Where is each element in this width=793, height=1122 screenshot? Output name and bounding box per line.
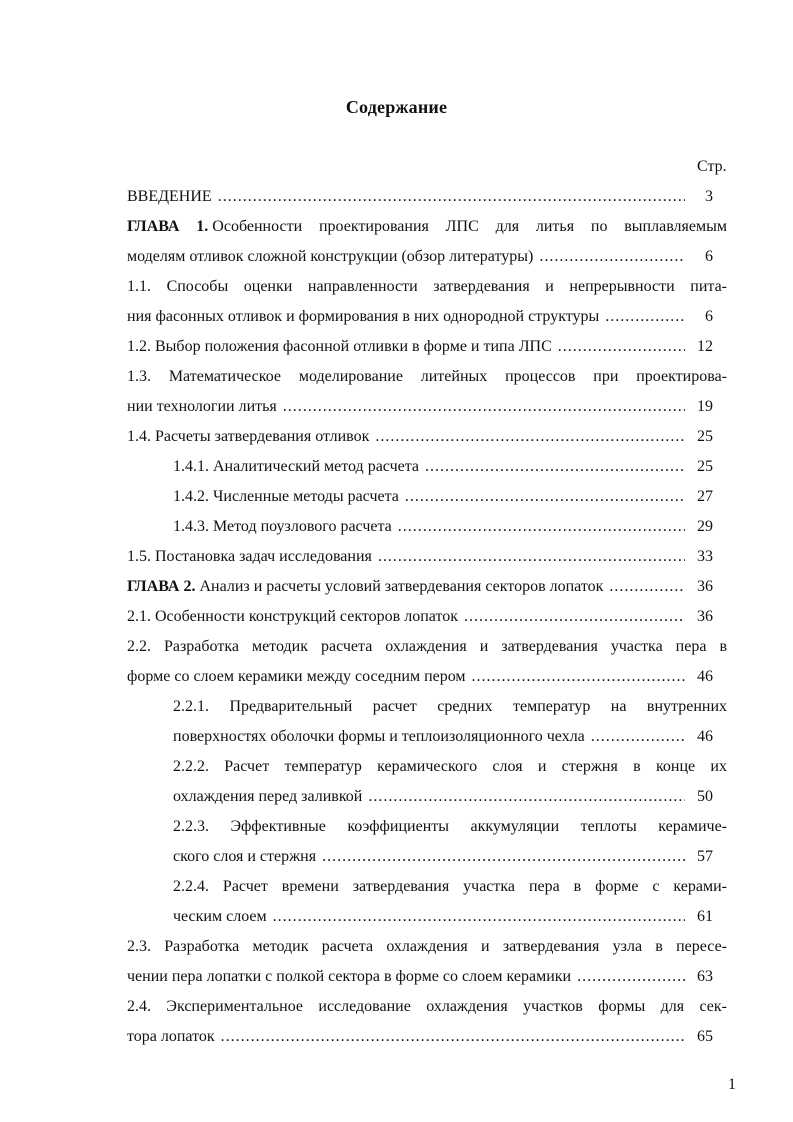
toc-page-number: 29 [697,518,713,535]
toc-entry-text-line: 1.1. Способы оценки направленности затвердевания и непрерывности пита- [127,278,727,295]
toc-entry-text: ского слоя и стержня [173,848,317,865]
toc-page-number: 36 [697,578,713,595]
toc-entry-text: Анализ и расчеты условий затвердевания секторов лопаток [199,578,604,595]
dot-leader [539,242,685,272]
dot-leader [425,452,685,482]
chapter-label: ГЛАВА 2. [127,578,196,595]
toc-entry-text: ния фасонных отливок и формирования в них однородной структуры [127,308,600,325]
toc-entry-text-line: 2.3. Разработка методик расчета охлаждения и затвердевания узла в пересе- [127,938,727,955]
toc-entry-text-line [127,212,727,242]
toc-entry[interactable] [127,572,727,602]
toc-entry[interactable] [127,182,727,212]
toc-entry-text: форме со слоем керамики между соседним пером [127,668,466,685]
toc-entry-text: 1.4.1. Аналитический метод расчета [173,458,420,475]
toc-page-number: 63 [697,968,713,985]
toc-entry-text: поверхностях оболочки формы и теплоизоляционного чехла [173,728,585,745]
dot-leader [398,512,685,542]
toc-entry-text: тора лопаток [127,1028,215,1045]
toc-entry-text: Особенности проектирования ЛПС для литья по выплавляемым [212,218,727,235]
chapter-label: ГЛАВА 1. [127,218,209,235]
toc-entry-text-line: 2.2. Разработка методик расчета охлаждения и затвердевания участка пера в [127,638,727,655]
toc-page-number: 65 [697,1028,713,1045]
toc-page-number: 46 [697,668,713,685]
toc-entry[interactable] [127,332,727,362]
toc-entry-text: чении пера лопатки с полкой сектора в форме со слоем керамики [127,968,572,985]
toc-page-number: 3 [705,188,713,205]
toc-entry-text-line: 2.2.3. Эффективные коэффициенты аккумуляции теплоты керамиче- [173,818,727,835]
dot-leader [283,392,685,422]
toc-entry[interactable] [173,692,727,752]
toc-entry-text-line: 2.2.4. Расчет времени затвердевания участка пера в форме с керами- [173,878,727,895]
toc-entry-text: охлаждения перед заливкой [173,788,363,805]
toc-page-number: 50 [697,788,713,805]
toc-page-number: 6 [705,308,713,325]
table-of-contents [127,182,727,1052]
toc-page-number: 27 [697,488,713,505]
toc-entry-text: 1.4.3. Метод поузлового расчета [173,518,392,535]
dot-leader [464,602,685,632]
dot-leader [322,842,685,872]
toc-page-number: 6 [705,248,713,265]
toc-entry[interactable] [173,812,727,872]
toc-page-number: 61 [697,908,713,925]
toc-entry[interactable] [173,872,727,932]
dot-leader [368,782,685,812]
toc-entry-text: 1.5. Постановка задач исследования [127,548,372,565]
toc-page-number: 36 [697,608,713,625]
toc-entry[interactable] [127,542,727,572]
toc-entry[interactable] [173,752,727,812]
toc-page-number: 19 [697,398,713,415]
toc-page-number: 12 [697,338,713,355]
toc-entry[interactable] [173,452,727,482]
dot-leader [221,1022,685,1052]
dot-leader [577,962,685,992]
dot-leader [558,332,685,362]
toc-entry[interactable] [127,272,727,332]
toc-entry[interactable] [173,512,727,542]
toc-entry[interactable] [127,362,727,422]
toc-page-number: 57 [697,848,713,865]
toc-page-number: 25 [697,428,713,445]
toc-entry[interactable] [173,482,727,512]
dot-leader [378,542,685,572]
toc-entry[interactable] [127,632,727,692]
toc-page-number: 33 [697,548,713,565]
dot-leader [273,902,685,932]
dot-leader [609,572,685,602]
toc-entry[interactable] [127,992,727,1052]
toc-entry-text: моделям отливок сложной конструкции (обзор литературы) [127,248,534,265]
dot-leader [218,182,685,212]
toc-page-number: 46 [697,728,713,745]
toc-entry-text: 1.2. Выбор положения фасонной отливки в форме и типа ЛПС [127,338,552,355]
dot-leader [375,422,685,452]
toc-entry[interactable] [127,932,727,992]
dot-leader [591,722,685,752]
toc-entry-text: 1.4. Расчеты затвердевания отливок [127,428,370,445]
toc-entry-text: 2.1. Особенности конструкций секторов лопаток [127,608,459,625]
dot-leader [605,302,685,332]
toc-entry-text-line: 1.3. Математическое моделирование литейных процессов при проектирова- [127,368,727,385]
toc-page-number: 25 [697,458,713,475]
dot-leader [405,482,685,512]
dot-leader [472,662,685,692]
toc-entry[interactable] [127,602,727,632]
toc-entry-text: 1.4.2. Численные методы расчета [173,488,399,505]
page-column-header: Стр. [697,158,727,175]
toc-entry-text: ВВЕДЕНИЕ [127,188,212,205]
toc-entry-text: ческим слоем [173,908,267,925]
toc-entry-text: нии технологии литья [127,398,277,415]
toc-entry-text-line: 2.2.1. Предварительный расчет средних температур на внутренних [173,698,727,715]
toc-entry-text-line: 2.4. Экспериментальное исследование охлаждения участков формы для сек- [127,998,727,1015]
toc-entry-text-line: 2.2.2. Расчет температур керамического слоя и стержня в конце их [173,758,727,775]
toc-entry[interactable] [127,212,727,272]
page-title: Содержание [345,97,448,117]
page-number: 1 [728,1076,736,1093]
toc-entry[interactable] [127,422,727,452]
